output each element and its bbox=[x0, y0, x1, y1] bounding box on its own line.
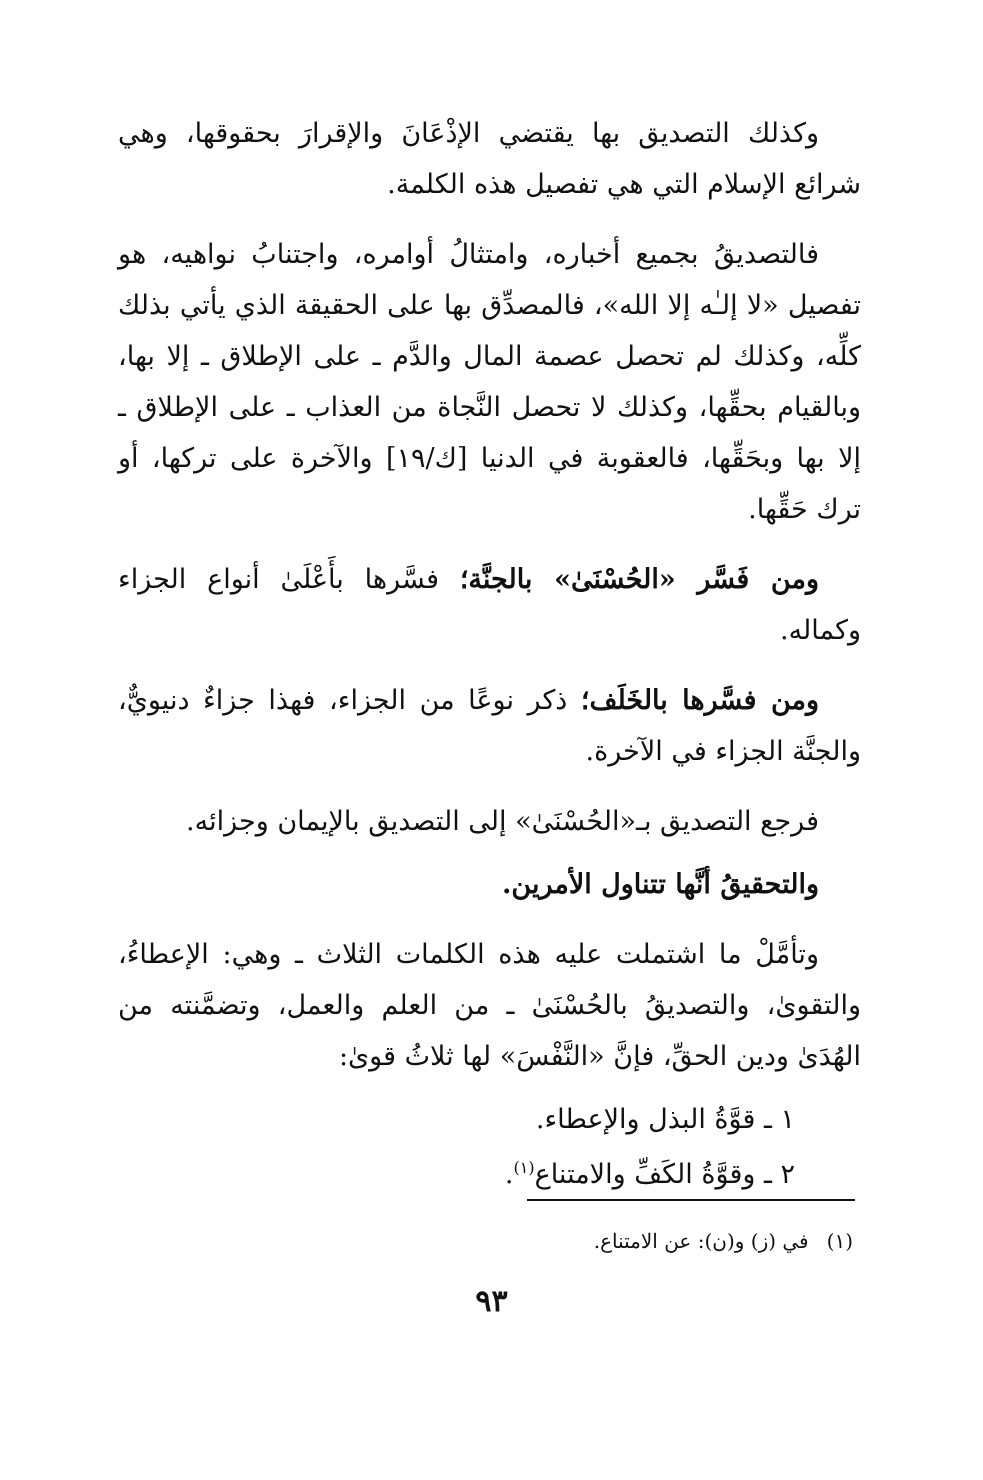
paragraph-3-text: فسَّرها بأَعْلَىٰ أنواع الجزاء وكماله. bbox=[118, 564, 861, 646]
paragraph-7-text: وتأمَّلْ ما اشتملت عليه هذه الكلمات الثلاث ـ وهي: الإعطاءُ، والتقوىٰ، والتصديقُ بالحُسْنَىٰ ـ من العلم والعمل، وتضمَّنته من الهُدَىٰ ودين الحقِّ، فإنَّ «النَّفْسَ» لها ثلاثُ قوىٰ: bbox=[118, 939, 861, 1072]
paragraph-6 bbox=[118, 859, 861, 910]
page-number: ٩٣ bbox=[475, 1284, 508, 1319]
paragraph-1 bbox=[118, 108, 861, 210]
main-text bbox=[118, 108, 861, 1204]
footnote-text: في (ز) و(ن): عن الامتناع. bbox=[593, 1229, 809, 1253]
list-item-2-text: ٢ ـ وقوَّةُ الكَفِّ والامتناع bbox=[534, 1159, 795, 1190]
paragraph-2 bbox=[118, 229, 861, 535]
paragraph-4-bold-lead: ومن فسَّرها بالخَلَف؛ bbox=[580, 685, 819, 716]
paragraph-2-text: فالتصديقُ بجميع أخباره، وامتثالُ أوامره، واجتنابُ نواهيه، هو تفصيل «لا إلـٰه إلا الله»، فالمصدِّق بها على الحقيقة الذي يأتي بذلك كلِّه، وكذلك لم تحصل عصمة المال والدَّم ـ على الإطلاق ـ إلا بها، وبالقيام بحقِّها، وكذلك لا تحصل النَّجاة من العذاب ـ على الإطلاق ـ إلا بها وبحَقِّها، فالعقوبة في الدنيا [ك/١٩] والآخرة على تركها، أو ترك حَقِّها. bbox=[118, 239, 861, 525]
list-item-1 bbox=[118, 1094, 861, 1145]
paragraph-4-text: ذكر نوعًا من الجزاء، فهذا جزاءٌ دنيويٌّ، والجنَّة الجزاء في الآخرة. bbox=[118, 685, 861, 767]
footnote-reference[interactable]: (١) bbox=[513, 1158, 535, 1177]
paragraph-7 bbox=[118, 929, 861, 1082]
footnote bbox=[253, 1226, 853, 1256]
paragraph-6-text: والتحقيقُ أنَّها تتناول الأمرين. bbox=[502, 869, 819, 900]
paragraph-3-bold-lead: ومن فَسَّر «الحُسْنَىٰ» بالجنَّة؛ bbox=[459, 564, 819, 595]
paragraph-4 bbox=[118, 675, 861, 777]
paragraph-5-text: فرجع التصديق بـ«الحُسْنَىٰ» إلى التصديق بالإيمان وجزائه. bbox=[186, 806, 819, 837]
list-item-2-end: . bbox=[504, 1159, 514, 1190]
list-item-1-text: ١ ـ قوَّةُ البذل والإعطاء. bbox=[535, 1104, 795, 1135]
footnote-number: (١) bbox=[826, 1229, 853, 1253]
paragraph-3 bbox=[118, 554, 861, 656]
list-item-2 bbox=[118, 1149, 861, 1200]
footnote-divider bbox=[527, 1199, 855, 1201]
paragraph-5 bbox=[118, 796, 861, 847]
paragraph-1-text: وكذلك التصديق بها يقتضي الإذْعَانَ والإقرارَ بحقوقها، وهي شرائع الإسلام التي هي تفصيل هذه الكلمة. bbox=[118, 118, 861, 200]
